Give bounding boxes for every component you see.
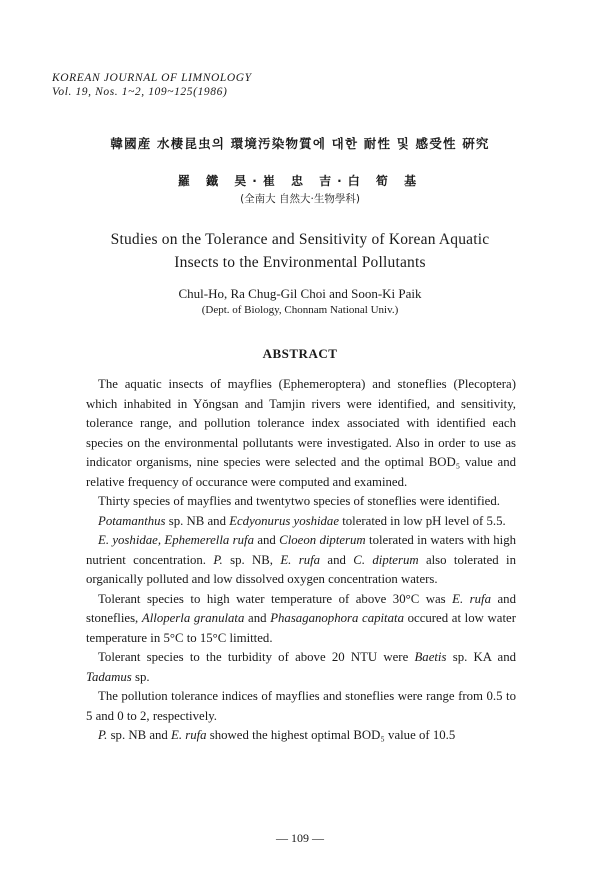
abstract-text: sp. NB and — [165, 513, 230, 528]
abstract-text: sp. — [131, 669, 150, 684]
abstract-text: showed the highest optimal BOD₅ value of 10.5 — [206, 728, 456, 742]
species-name: E. rufa — [280, 552, 321, 567]
korean-title: 韓國産 水棲昆虫의 環境汚染物質에 대한 耐性 및 感受性 硏究 — [110, 136, 490, 151]
abstract-paragraph — [86, 590, 516, 649]
journal-header — [52, 71, 252, 99]
abstract-text: sp. NB, — [222, 552, 281, 567]
page-number: — 109 — — [276, 831, 324, 845]
abstract-text: and — [244, 611, 271, 625]
abstract-text: Tolerant species to the turbidity of above 20 NTU were — [98, 650, 415, 664]
species-name: Tadamus — [86, 669, 132, 684]
abstract-paragraph: Thirty species of mayflies and twentytwo species of stoneflies were identified. — [98, 494, 500, 508]
abstract-paragraph: The pollution tolerance indices of mayflies and stoneflies were range from 0.5 to 5 and 0 to 2, respectively. — [86, 689, 516, 723]
species-name: Ecdyonurus yoshidae — [229, 513, 340, 528]
species-name: C. dipterum — [353, 552, 419, 567]
paper-title-line-2: Insects to the Environmental Pollutants — [174, 254, 426, 271]
abstract-text: and — [320, 552, 354, 567]
paper-title — [0, 228, 600, 274]
species-name: Potamanthus — [98, 513, 166, 528]
species-name: E. yoshidae, Ephemerella rufa — [98, 533, 254, 547]
abstract-text: sp. NB and — [107, 728, 172, 742]
species-name: Phasaganophora capitata — [270, 611, 404, 625]
paper-title-line-1: Studies on the Tolerance and Sensitivity of Korean Aquatic — [110, 231, 490, 248]
species-name: P. — [213, 552, 223, 567]
species-name: Alloperla granulata — [141, 611, 245, 625]
abstract-paragraph — [86, 648, 516, 687]
abstract-paragraph — [86, 726, 516, 746]
abstract-body — [86, 375, 516, 746]
abstract-text: also tolerated in organically polluted and low dissolved oxygen concentration waters. — [86, 552, 516, 586]
abstract-text: sp. KA and — [446, 650, 516, 664]
abstract-text: tolerated in low pH level of 5.5. — [339, 513, 506, 528]
species-name: E. rufa — [452, 591, 491, 606]
species-name: Cloeon dipterum — [279, 533, 366, 547]
korean-authors: 羅 鐵 昊·崔 忠 吉·白 筍 基 — [177, 174, 423, 188]
species-name: E. rufa — [171, 728, 207, 742]
affiliation: (Dept. of Biology, Chonnam National Univ.) — [201, 304, 399, 316]
species-name: P. — [98, 728, 108, 742]
abstract-paragraph: The aquatic insects of mayflies (Ephemeroptera) and stoneflies (Plecoptera) which inhabited in Yŏngsan and Tamjin rivers were identified, and sensitivity, tolerance range, and pollution tolerance index associated with identified each species on the environmental pollutants were investigated. Also in order to use as indicator organisms, nine species were selected and the optimal BOD₅ value and relative frequency of occurance were computed and examined. — [86, 377, 516, 489]
abstract-paragraph — [86, 531, 516, 590]
abstract-heading: ABSTRACT — [262, 346, 338, 361]
abstract-text: occured at low water temperature in 5°C to 15°C limitted. — [86, 611, 516, 645]
abstract-text: and — [253, 533, 280, 547]
authors: Chul-Ho, Ra Chug-Gil Choi and Soon-Ki Paik — [178, 286, 422, 301]
abstract-paragraph — [86, 512, 516, 532]
abstract-text: tolerated in waters with high nutrient concentration. — [86, 533, 516, 567]
journal-volume: Vol. 19, Nos. 1~2, 109~125(1986) — [52, 86, 228, 98]
abstract-text: Tolerant species to high water temperature of above 30°C was — [98, 591, 453, 606]
abstract-text: and stoneflies, — [86, 591, 516, 625]
journal-name: KOREAN JOURNAL OF LIMNOLOGY — [52, 72, 252, 84]
korean-affiliation: (全南大 自然大·生物學科) — [240, 193, 360, 205]
species-name: Baetis — [414, 650, 447, 664]
